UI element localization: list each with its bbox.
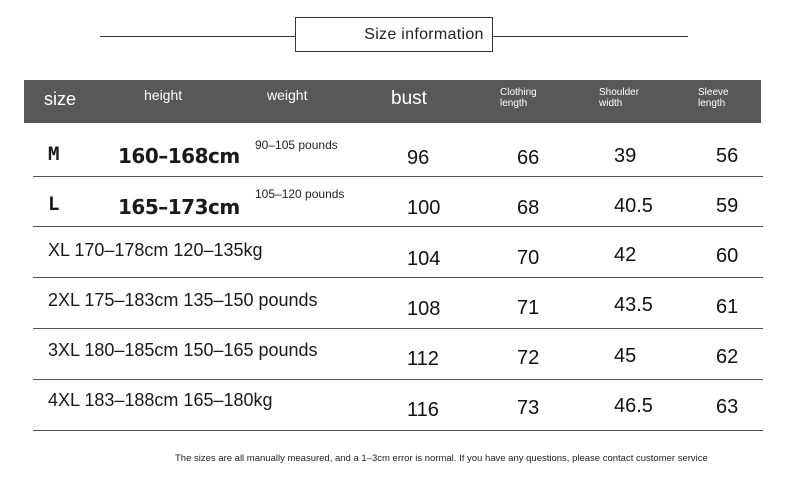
page-title: Size information xyxy=(295,17,493,52)
row-height: 160–168cm xyxy=(118,144,240,168)
row-shoulder-width: 40.5 xyxy=(614,195,653,217)
header-clothing-length-line2: length xyxy=(500,98,528,109)
row-divider xyxy=(33,430,763,431)
header-shoulder-width-line1: Shoulder xyxy=(599,87,640,98)
row-bust: 108 xyxy=(407,298,441,320)
row-clothing-length: 73 xyxy=(517,397,540,419)
header-clothing-length-line1: Clothing xyxy=(500,87,537,98)
row-divider xyxy=(33,328,763,329)
row-sleeve-length: 61 xyxy=(716,296,739,318)
row-shoulder-width: 46.5 xyxy=(614,395,653,417)
row-divider xyxy=(33,277,763,278)
header-bust: bust xyxy=(391,88,427,109)
header-size: size xyxy=(44,89,77,109)
row-size: M xyxy=(48,143,60,165)
row-sleeve-length: 59 xyxy=(716,195,739,217)
row-sleeve-length: 62 xyxy=(716,346,739,368)
row-bust: 96 xyxy=(407,147,430,169)
row-shoulder-width: 39 xyxy=(614,145,637,167)
header-shoulder-width-line2: width xyxy=(599,98,623,109)
row-shoulder-width: 42 xyxy=(614,244,637,266)
row-size-height-weight: XL 170–178cm 120–135kg xyxy=(48,240,263,260)
header-weight: weight xyxy=(267,87,308,103)
row-bust: 104 xyxy=(407,248,441,270)
row-divider xyxy=(33,176,763,177)
row-clothing-length: 70 xyxy=(517,247,540,269)
row-shoulder-width: 43.5 xyxy=(614,294,653,316)
row-height: 165–173cm xyxy=(118,195,240,219)
row-bust: 112 xyxy=(407,348,439,370)
row-divider xyxy=(33,226,763,227)
header-sleeve-length-line2: length xyxy=(698,98,726,109)
header-shoulder-width xyxy=(599,87,639,109)
row-bust: 100 xyxy=(407,197,441,219)
row-sleeve-length: 63 xyxy=(716,396,739,418)
row-clothing-length: 72 xyxy=(517,347,540,369)
row-size-height-weight: 2XL 175–183cm 135–150 pounds xyxy=(48,290,318,310)
header-height: height xyxy=(144,87,183,103)
measurement-note: The sizes are all manually measured, and a 1–3cm error is normal. If you have any questions, please contact customer service xyxy=(175,453,708,464)
table-header xyxy=(24,80,761,123)
header-sleeve-length xyxy=(698,87,729,109)
title-rule-left xyxy=(100,36,296,37)
row-shoulder-width: 45 xyxy=(614,345,637,367)
row-clothing-length: 68 xyxy=(517,197,540,219)
row-clothing-length: 71 xyxy=(517,297,540,319)
header-sleeve-length-line1: Sleeve xyxy=(698,87,729,98)
row-sleeve-length: 56 xyxy=(716,145,739,167)
row-sleeve-length: 60 xyxy=(716,245,739,267)
row-clothing-length: 66 xyxy=(517,147,540,169)
row-size-height-weight: 3XL 180–185cm 150–165 pounds xyxy=(48,340,318,360)
row-bust: 116 xyxy=(407,399,439,421)
title-rule-right xyxy=(492,36,688,37)
row-size: L xyxy=(48,193,60,215)
row-weight: 90–105 pounds xyxy=(255,138,338,152)
row-size-height-weight: 4XL 183–188cm 165–180kg xyxy=(48,390,273,410)
header-clothing-length xyxy=(500,87,537,109)
row-weight: 105–120 pounds xyxy=(255,187,345,201)
row-divider xyxy=(33,379,763,380)
